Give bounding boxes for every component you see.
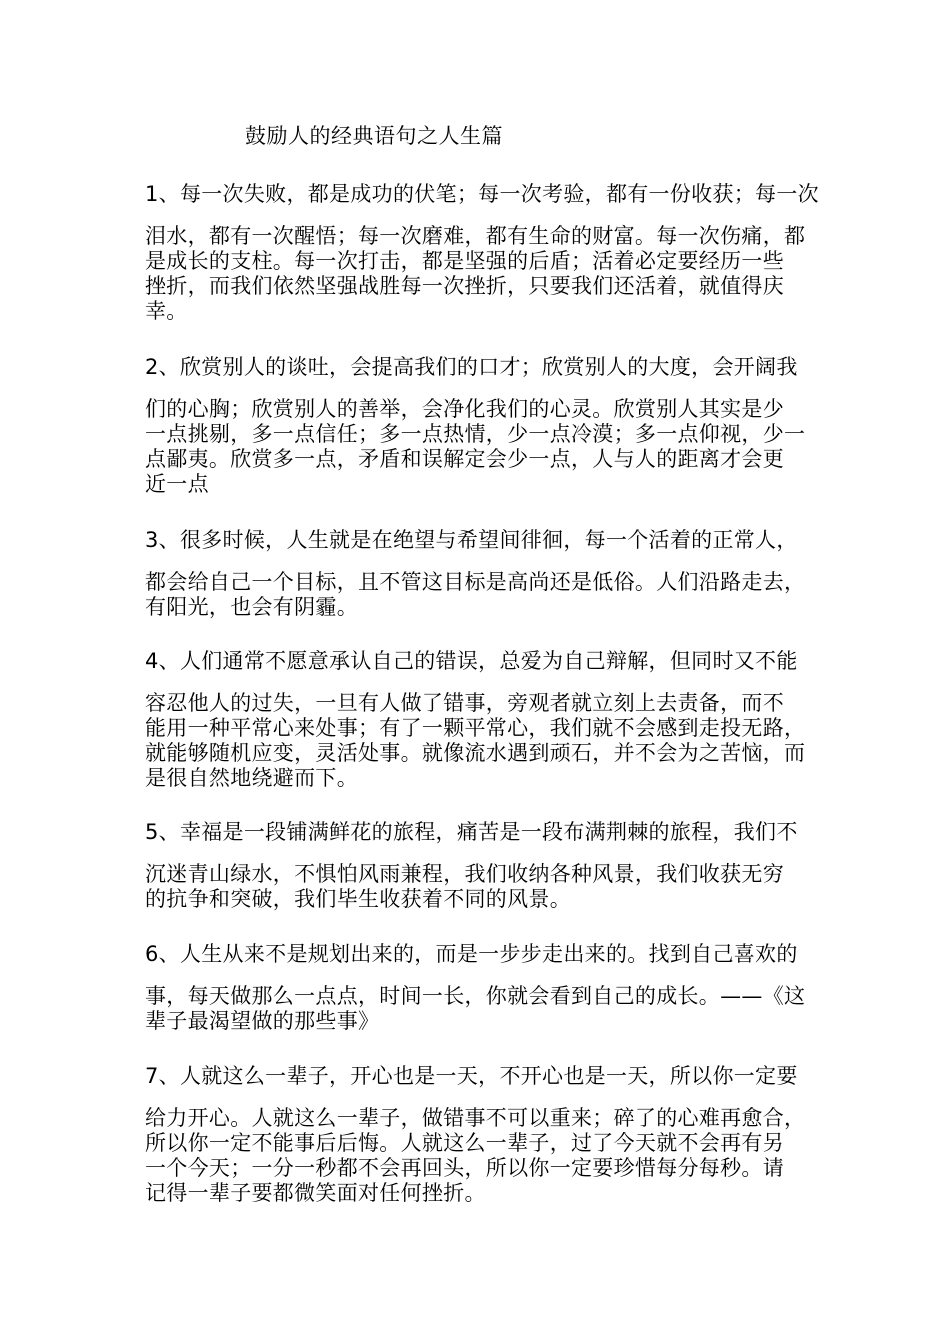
document-title: 鼓励人的经典语句之人生篇 [245,124,503,148]
paragraph-line: 都会给自己一个目标，且不管这目标是高尚还是低俗。人们沿路走去， [145,570,806,594]
paragraph-line: 记得一辈子要都微笑面对任何挫折。 [145,1181,486,1205]
paragraph-line: 有阳光，也会有阴霾。 [145,595,358,619]
paragraph-line: 1、每一次失败，都是成功的伏笔；每一次考验，都有一份收获；每一次 [145,182,819,206]
paragraph-line: 7、人就这么一辈子，开心也是一天，不开心也是一天，所以你一定要 [145,1064,798,1088]
paragraph-4 [145,647,825,789]
paragraph-line: 5、幸福是一段铺满鲜花的旅程，痛苦是一段布满荆棘的旅程，我们不 [145,820,798,844]
paragraph-5 [145,818,825,910]
paragraph-line: 一个今天；一分一秒都不会再回头，所以你一定要珍惜每分每秒。请 [145,1156,784,1180]
paragraph-line: 一点挑剔，多一点信任；多一点热情，少一点冷漠；多一点仰视，少一 [145,422,806,446]
paragraph-line: 点鄙夷。欣赏多一点，矛盾和误解定会少一点，人与人的距离才会更 [145,447,784,471]
paragraph-line: 挫折，而我们依然坚强战胜每一次挫折，只要我们还活着，就值得庆 [145,274,784,298]
paragraph-line: 的抗争和突破，我们毕生收获着不同的风景。 [145,887,571,911]
paragraph-line: 2、欣赏别人的谈吐，会提高我们的口才；欣赏别人的大度，会开阔我 [145,355,798,379]
paragraph-line: 是成长的支柱。每一次打击，都是坚强的后盾；活着必定要经历一些 [145,249,784,273]
paragraph-line: 给力开心。人就这么一辈子，做错事不可以重来；碎了的心难再愈合， [145,1106,806,1130]
paragraph-7 [145,1062,825,1204]
paragraph-line: 6、人生从来不是规划出来的，而是一步步走出来的。找到自己喜欢的 [145,942,798,966]
paragraph-line: 事，每天做那么一点点，时间一长，你就会看到自己的成长。——《这 [145,984,806,1008]
paragraph-line: 幸。 [145,299,188,323]
paragraph-2 [145,353,825,495]
paragraph-line: 是很自然地绕避而下。 [145,766,358,790]
paragraph-line: 就能够随机应变，灵活处事。就像流水遇到顽石，并不会为之苦恼，而 [145,741,806,765]
paragraph-line: 所以你一定不能事后后悔。人就这么一辈子，过了今天就不会再有另 [145,1131,784,1155]
paragraph-line: 4、人们通常不愿意承认自己的错误，总爱为自己辩解，但同时又不能 [145,649,798,673]
paragraph-line: 3、很多时候，人生就是在绝望与希望间徘徊，每一个活着的正常人， [145,528,798,552]
paragraph-line: 辈子最渴望做的那些事》 [145,1009,380,1033]
paragraph-line: 近一点 [145,472,209,496]
paragraph-line: 沉迷青山绿水，不惧怕风雨兼程，我们收纳各种风景，我们收获无穷 [145,862,784,886]
paragraph-line: 容忍他人的过失，一旦有人做了错事，旁观者就立刻上去责备，而不 [145,691,784,715]
paragraph-line: 们的心胸；欣赏别人的善举，会净化我们的心灵。欣赏别人其实是少 [145,397,784,421]
paragraph-line: 泪水，都有一次醒悟；每一次磨难，都有生命的财富。每一次伤痛，都 [145,224,806,248]
paragraph-6 [145,940,825,1032]
paragraph-3 [145,526,825,618]
paragraph-1 [145,180,825,322]
paragraph-line: 能用一种平常心来处事；有了一颗平常心，我们就不会感到走投无路， [145,716,806,740]
document-page [145,0,825,1344]
